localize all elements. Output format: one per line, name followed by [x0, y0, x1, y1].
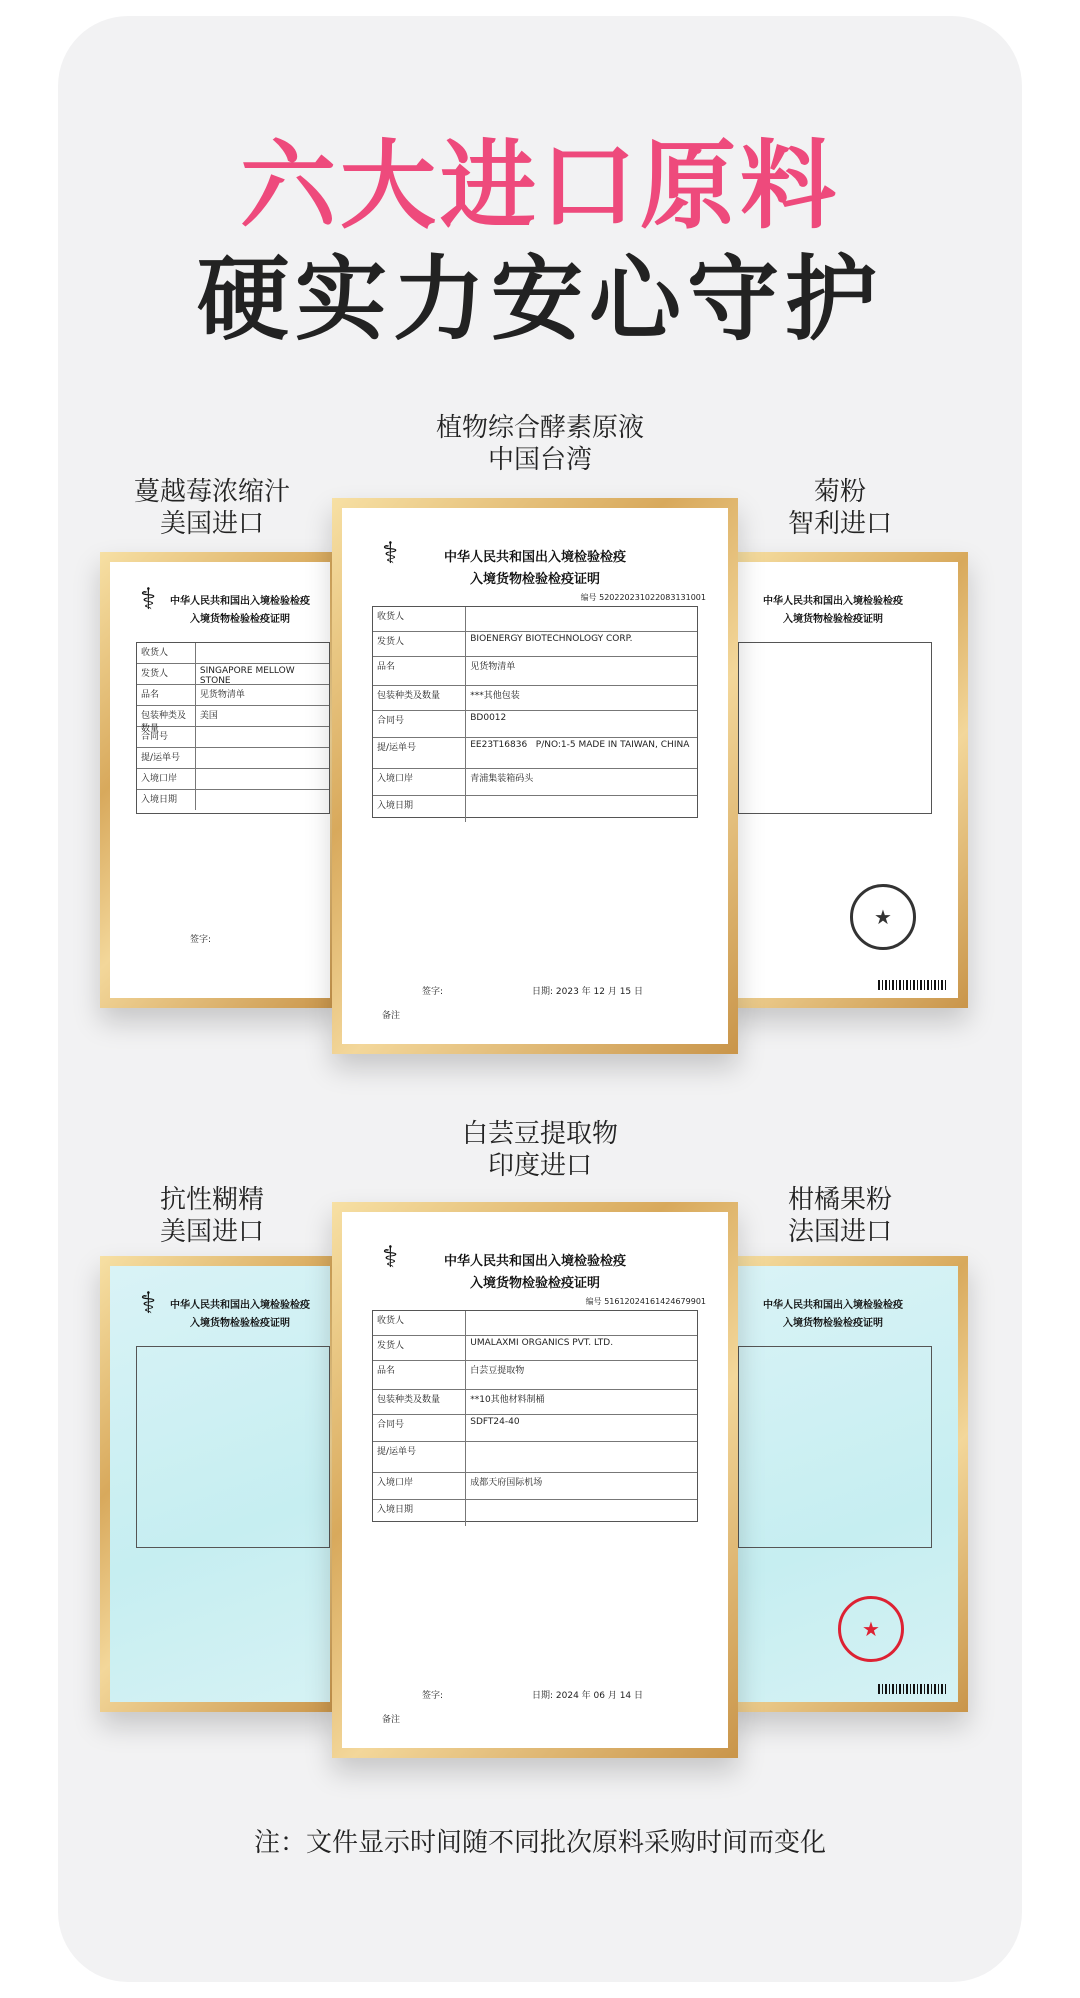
- certificate-date: 日期: 2024 年 06 月 14 日: [532, 1691, 644, 1701]
- label-item-2: [72, 476, 352, 540]
- certificate-number: 编号 51612024161424679901: [585, 1297, 706, 1306]
- customs-emblem-icon: ⚕: [140, 582, 157, 617]
- certificate-subtitle: 入境货物检验检疫证明: [190, 1318, 290, 1329]
- signature-label: 签字:: [422, 1691, 444, 1701]
- item-origin: 美国进口: [159, 509, 264, 539]
- certificate-subtitle: 入境货物检验检疫证明: [783, 614, 883, 625]
- certificate-title: 中华人民共和国出入境检验检疫: [170, 1300, 310, 1311]
- certificate-frame-right-top: [728, 552, 968, 1008]
- item-origin: 智利进口: [787, 509, 892, 539]
- item-origin: 中国台湾: [487, 445, 592, 475]
- item-origin: 印度进口: [487, 1151, 592, 1181]
- certificate-document: [110, 1266, 330, 1702]
- item-origin: 美国进口: [159, 1217, 264, 1247]
- certificate-frame-left-top: [100, 552, 340, 1008]
- certificate-frame-right-bottom: [728, 1256, 968, 1712]
- remark-label: 备注: [382, 1715, 401, 1725]
- certificate-table: [738, 642, 932, 814]
- certificate-date: 日期: 2023 年 12 月 15 日: [532, 987, 644, 997]
- customs-emblem-icon: ⚕: [140, 1286, 157, 1321]
- barcode-icon: [878, 1684, 948, 1694]
- remark-label: 备注: [382, 1011, 401, 1021]
- signature-label: 签字:: [422, 987, 444, 997]
- official-seal-icon: ★: [850, 884, 916, 950]
- label-item-6: [700, 1184, 980, 1248]
- headline-black: 硬实力安心守护: [196, 246, 883, 353]
- item-name: 抗性糊精: [159, 1185, 264, 1215]
- certificate-title: 中华人民共和国出入境检验检疫: [443, 1254, 626, 1269]
- item-name: 白芸豆提取物: [461, 1119, 618, 1149]
- certificate-title: 中华人民共和国出入境检验检疫: [763, 1300, 903, 1311]
- certificate-subtitle: 入境货物检验检疫证明: [469, 1276, 600, 1291]
- certificate-frame-center-bottom: [332, 1202, 738, 1758]
- certificate-table: 收货人 发货人 SINGAPORE MELLOW STONE 品名 见货物清单 包装种类及数量 美国 合同号 提/运单号 入境口岸 入境日期: [136, 642, 330, 814]
- certificate-document: [110, 562, 330, 998]
- label-item-1: [400, 412, 680, 476]
- certificate-title: 中华人民共和国出入境检验检疫: [170, 596, 310, 607]
- certificate-title: 中华人民共和国出入境检验检疫: [443, 550, 626, 565]
- certificate-frame-center-top: [332, 498, 738, 1054]
- item-name: 蔓越莓浓缩汁: [133, 477, 290, 507]
- certificate-table: [136, 1346, 330, 1548]
- certificate-document: [342, 1212, 728, 1748]
- signature-label: 签字:: [190, 935, 212, 945]
- item-name: 菊粉: [813, 477, 866, 507]
- certificate-table: 收货人 发货人 BIOENERGY BIOTECHNOLOGY CORP. 品名 见货物清单 包装种类及数量 ***其他包装 合同号 BD0012 提/运单号 EE23T16836 P/NO:1-5 MADE IN TAIWAN, CHINA 入境口岸 青浦集装箱码头 入境日期: [372, 606, 698, 818]
- item-origin: 法国进口: [787, 1217, 892, 1247]
- certificate-number: 编号 520220231022083131001: [580, 593, 706, 602]
- official-seal-icon: ★: [838, 1596, 904, 1662]
- footer-note: 注：文件显示时间随不同批次原料采购时间而变化: [253, 1828, 826, 1858]
- headline-pink: 六大进口原料: [240, 130, 840, 242]
- certificate-title: 中华人民共和国出入境检验检疫: [763, 596, 903, 607]
- certificate-document: [738, 562, 958, 998]
- item-name: 植物综合酵素原液: [435, 413, 644, 443]
- label-item-5: [72, 1184, 352, 1248]
- label-item-4: [400, 1118, 680, 1182]
- label-item-3: [700, 476, 980, 540]
- item-name: 柑橘果粉: [787, 1185, 892, 1215]
- certificate-subtitle: 入境货物检验检疫证明: [783, 1318, 883, 1329]
- certificate-subtitle: 入境货物检验检疫证明: [469, 572, 600, 587]
- certificate-document: [738, 1266, 958, 1702]
- barcode-icon: [878, 980, 948, 990]
- certificate-document: [342, 508, 728, 1044]
- certificate-table: [738, 1346, 932, 1548]
- certificate-subtitle: 入境货物检验检疫证明: [190, 614, 290, 625]
- certificate-table: 收货人 发货人 UMALAXMI ORGANICS PVT. LTD. 品名 白芸豆提取物 包装种类及数量 **10其他材料制桶 合同号 SDFT24-40 提/运单号 入境口岸 成都天府国际机场 入境日期: [372, 1310, 698, 1522]
- certificate-frame-left-bottom: [100, 1256, 340, 1712]
- customs-emblem-icon: ⚕: [382, 1240, 399, 1275]
- customs-emblem-icon: ⚕: [382, 536, 399, 571]
